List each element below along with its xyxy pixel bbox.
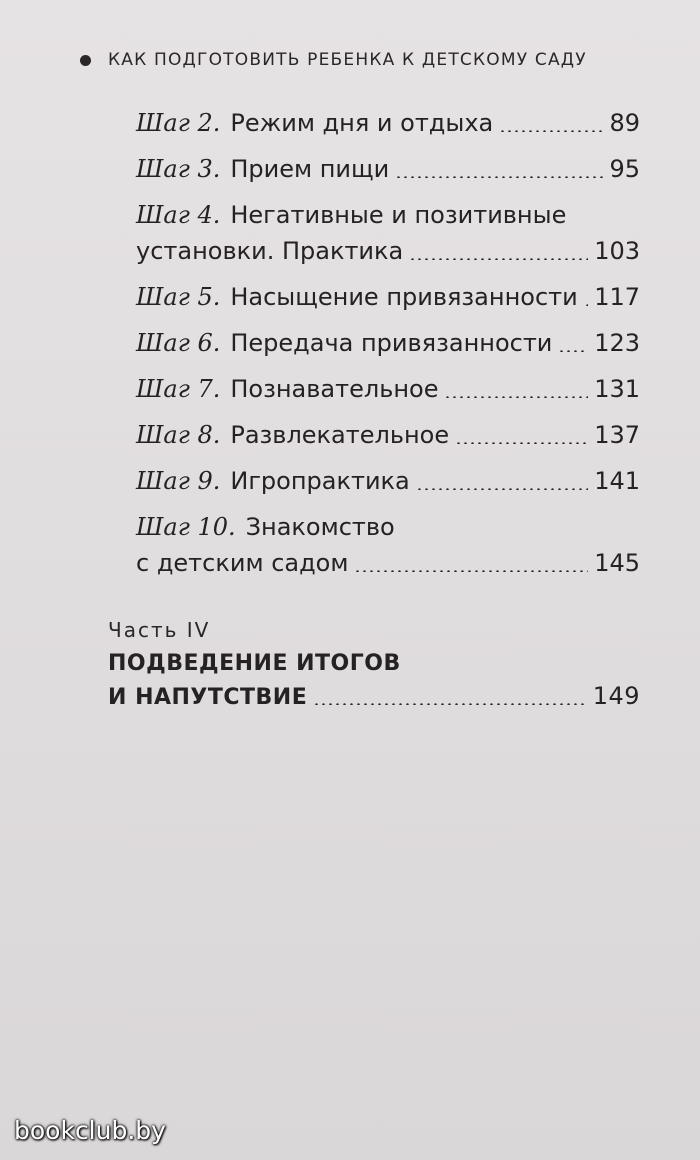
toc-step-label: Шаг 5. [136, 283, 221, 311]
part-title-line [108, 680, 640, 714]
part-title-line [108, 648, 640, 680]
toc-step-label: Шаг 6. [136, 329, 221, 357]
toc-entry [136, 417, 640, 453]
toc-page-number: 145 [594, 549, 640, 577]
toc-page-number: 141 [594, 467, 640, 495]
dot-leader [395, 176, 603, 178]
dot-leader [455, 442, 588, 444]
toc-entry-title: Насыщение привязанности [230, 283, 578, 311]
toc-entry [136, 197, 640, 269]
part-title [108, 648, 640, 714]
table-of-contents [136, 105, 640, 591]
running-header [80, 50, 587, 70]
toc-entry-line [136, 279, 640, 315]
toc-entry-line [136, 417, 640, 453]
toc-page-number: 89 [609, 109, 640, 137]
part-label: Часть IV [108, 618, 211, 642]
toc-page-number: 103 [594, 237, 640, 265]
toc-entry-line [136, 105, 640, 141]
toc-entry-title: Игропрактика [230, 467, 410, 495]
dot-leader [499, 130, 603, 132]
toc-entry-line [136, 233, 640, 269]
running-header-text: КАК ПОДГОТОВИТЬ РЕБЕНКА К ДЕТСКОМУ САДУ [108, 50, 587, 70]
toc-entry [136, 325, 640, 361]
part-page-number: 149 [592, 682, 640, 710]
toc-entry [136, 509, 640, 581]
toc-entry-title: Негативные и позитивные [230, 201, 567, 229]
toc-page-number: 137 [594, 421, 640, 449]
toc-entry-line [136, 197, 640, 233]
part-title-text: ПОДВЕДЕНИЕ ИТОГОВ [108, 651, 401, 676]
toc-entry [136, 105, 640, 141]
toc-step-label: Шаг 8. [136, 421, 221, 449]
toc-entry-line [136, 545, 640, 581]
toc-entry-title: Познавательное [230, 375, 439, 403]
toc-entry-title: с детским садом [136, 549, 349, 577]
dot-leader [313, 703, 586, 705]
toc-entry-title: Знакомство [245, 513, 395, 541]
toc-page-number: 95 [609, 155, 640, 183]
toc-step-label: Шаг 2. [136, 109, 221, 137]
bullet-icon [80, 55, 91, 66]
part-title-text: И НАПУТСТВИЕ [108, 685, 308, 710]
toc-entry [136, 371, 640, 407]
toc-entry-title: установки. Практика [136, 237, 404, 265]
watermark: bookclub.by [14, 1116, 166, 1145]
toc-entry-title: Режим дня и отдыха [230, 109, 494, 137]
toc-entry-line [136, 151, 640, 187]
toc-entry [136, 279, 640, 315]
dot-leader [584, 304, 588, 306]
toc-entry-line [136, 463, 640, 499]
toc-entry-title: Передача привязанности [230, 329, 553, 357]
toc-entry [136, 151, 640, 187]
dot-leader [444, 396, 588, 398]
toc-page-number: 123 [594, 329, 640, 357]
toc-entry-line [136, 371, 640, 407]
dot-leader [354, 570, 588, 572]
toc-entry-line [136, 509, 640, 545]
toc-entry-title: Прием пищи [230, 155, 390, 183]
toc-step-label: Шаг 10. [136, 513, 236, 541]
toc-entry-title: Развлекательное [230, 421, 450, 449]
toc-page-number: 131 [594, 375, 640, 403]
toc-entry [136, 463, 640, 499]
dot-leader [416, 488, 588, 490]
toc-entry-line [136, 325, 640, 361]
toc-step-label: Шаг 9. [136, 467, 221, 495]
toc-page-number: 117 [594, 283, 640, 311]
dot-leader [409, 258, 588, 260]
toc-step-label: Шаг 3. [136, 155, 221, 183]
dot-leader [558, 350, 588, 352]
part-section [108, 618, 640, 714]
toc-step-label: Шаг 7. [136, 375, 221, 403]
toc-step-label: Шаг 4. [136, 201, 221, 229]
